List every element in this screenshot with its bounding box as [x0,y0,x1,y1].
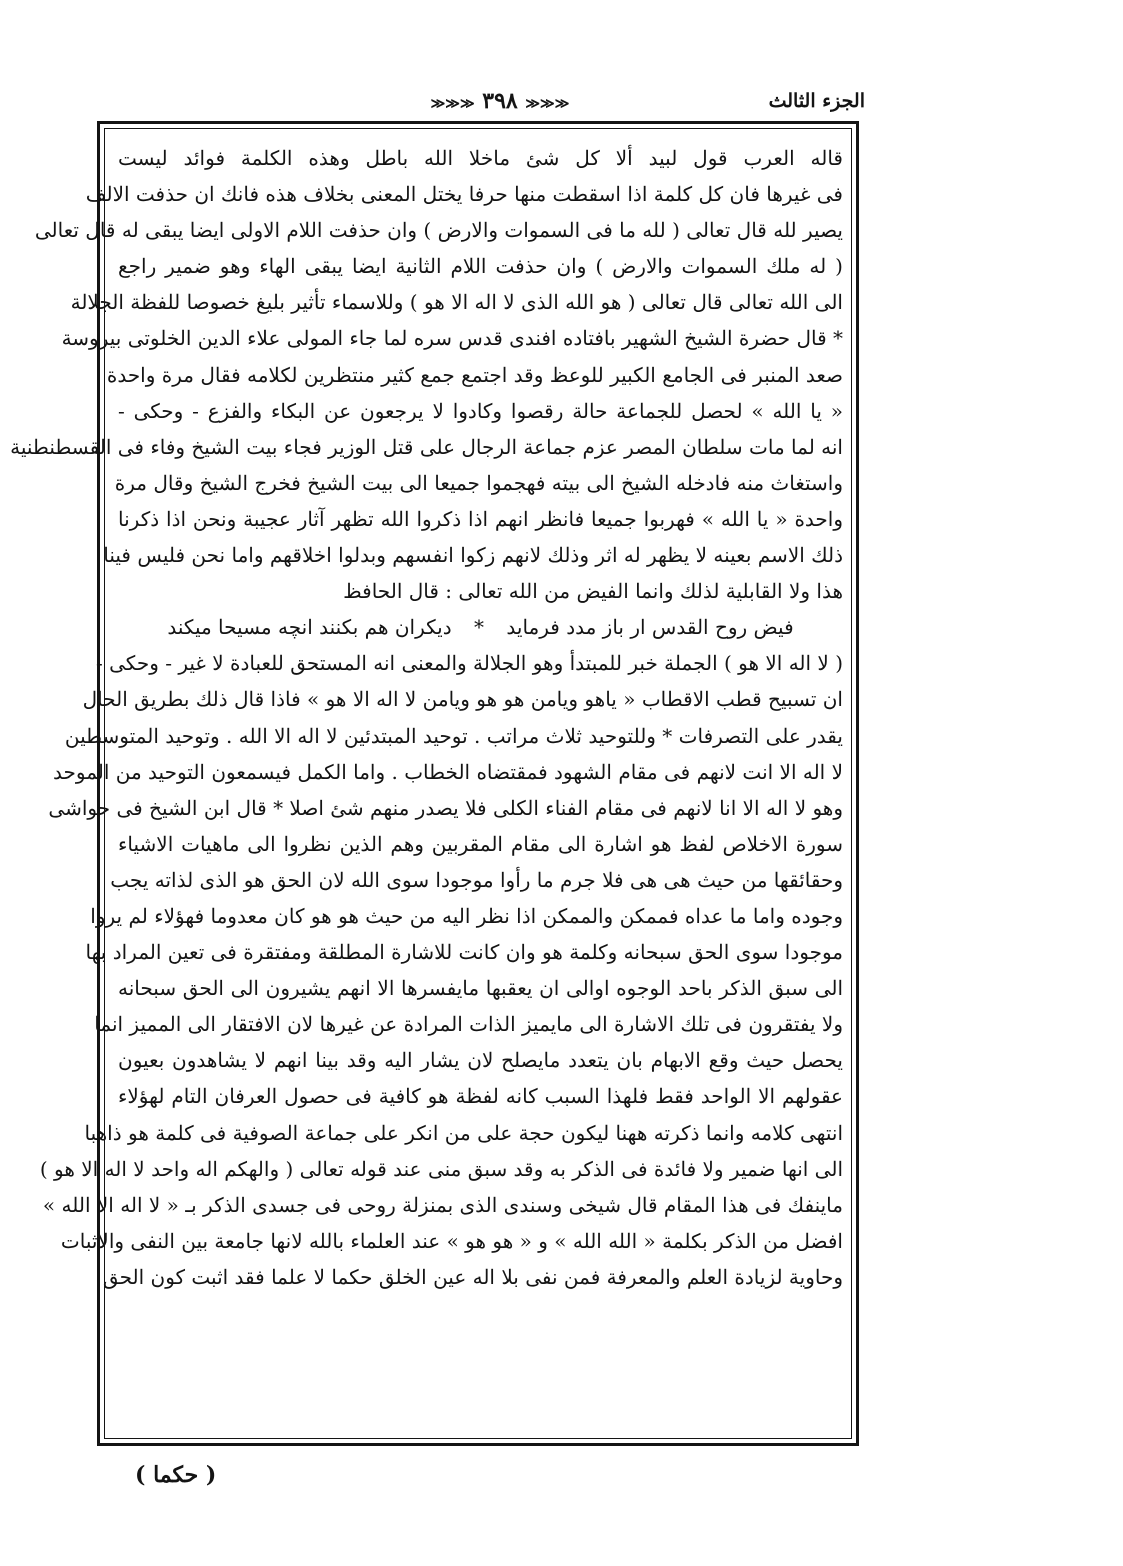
text-line: هذا ولا القابلية لذلك وانما الفيض من الله تعالى : قال الحافظ [343,579,843,604]
text-line: ان تسبيح قطب الاقطاب « ياهو ويامن هو هو ويامن لا اله الا هو » فاذا قال ذلك بطريق الحال [82,687,843,712]
text-line: ذلك الاسم بعينه لا يظهر له اثر وذلك لانهم زكوا انفسهم وبدلوا اخلاقهم واما نحن فليس فينا [103,543,843,568]
text-line: يحصل حيث وقع الابهام بان يتعدد مايصلح لان يشار اليه وقد بينا انهم لا يشاهدون بعيون [118,1048,843,1073]
text-line: واستغاث منه فادخله الشيخ الى بيته فهجموا جميعا الى بيت الشيخ فخرج الشيخ وقال مرة [114,470,843,495]
ornament-left-icon: ≫≫≫ [430,96,475,112]
text-line: صعد المنبر فى الجامع الكبير للوعظ وقد اجتمع جمع كثير منتظرين لكلامه فقال مرة واحدة [106,362,843,387]
text-line: ( له ملك السموات والارض ) وان حذفت اللام الثانية ايضا يبقى الهاء وهو ضمير راجع [118,254,843,279]
text-line: موجودا سوى الحق سبحانه وكلمة هو وان كانت للاشارة المطلقة ومفتقرة فى تعين المراد بها [85,940,843,965]
verse-hemistich-left: ديكران هم بكنند انچه مسيحا ميكند [167,615,452,640]
text-line: انه لما مات سلطان المصر عزم جماعة الرجال على قتل الوزير فجاء بيت الشيخ وفاء فى القسطنطنية [10,434,843,459]
text-line: ولا يفتقرون فى تلك الاشارة الى مايميز الذات المرادة عن غيرها لان الافتقار الى المميز انما [94,1012,843,1037]
text-line: فى غيرها فان كل كلمة اذا اسقطت منها حرفا يختل المعنى بخلاف هذه فانك ان حذفت الالف [85,182,843,207]
text-line: ماينفك فى هذا المقام قال شيخى وسندى الذى بمنزلة روحى فى جسدى الذكر بـ « لا اله الا الله » [42,1192,843,1217]
text-line: وحقائقها من حيث هى هى فلا جرم ما رأوا موجودا سوى الله لان الحق هو الذى لذاته يجب [110,867,843,892]
page-header [100,88,865,118]
text-line: وحاوية لزيادة العلم والمعرفة فمن نفى بلا اله عين الخلق حكما لا علما فقد اثبت كون الحق [102,1264,843,1289]
text-line: واحدة « يا الله » فهربوا جميعا فانظر انهم اذا ذكروا الله تظهر آثار عجيبة ونحن اذا ذكرنا [118,506,843,531]
text-line: الى سبق الذكر باحد الوجوه اوالى ان يعقبها مايفسرها الا انهم يشيرون الى الحق سبحانه [118,976,843,1001]
page-number: ٣٩٨ [482,88,518,114]
text-line: افضل من الذكر بكلمة « الله الله » و « هو هو » عند العلماء بالله لانها جامعة بين النفى والاثبات [60,1228,843,1253]
text-line: الى انها ضمير ولا فائدة فى الذكر به وقد سبق منى عند قوله تعالى ( والهكم اله واحد لا اله الا هو ) [39,1156,843,1181]
verse-hemistich-right: فيض روح القدس ار باز مدد فرمايد [506,615,794,640]
body-text [10,140,843,1295]
text-line: عقولهم الا الواحد فقط فلهذا السبب كانه لفظة هو كافية فى حصول العرفان التام لهؤلاء [118,1084,843,1109]
text-line: « يا الله » لحصل للجماعة حالة رقصوا وكادوا لا يرجعون عن البكاء والفزع - وحكى - [118,398,843,423]
volume-label: الجزء الثالث [768,90,865,112]
text-line: * قال حضرة الشيخ الشهير بافتاده افندى قدس سره لما جاء المولى علاء الدين الخلوتى بيروسة [61,326,843,351]
ornament-right-icon: ≫≫≫ [525,96,570,112]
text-line: ( لا اله الا هو ) الجملة خبر للمبتدأ وهو الجلالة والمعنى انه المستحق للعبادة لا غير - وحكى - [96,651,843,676]
text-line: وجوده واما ما عداه فممكن والممكن اذا نظر اليه من حيث هو هو كان معدوما فهؤلاء لم يروا [90,903,843,928]
catchword: ( حكما ) [135,1462,217,1488]
text-line: سورة الاخلاص لفظ هو اشارة الى مقام المقربين وهم الذين نظروا الى ماهيات الاشياء [118,831,843,856]
text-line: يقدر على التصرفات * وللتوحيد ثلاث مراتب . توحيد المبتدئين لا اله الا الله . وتوحيد المتوسطين [64,723,843,748]
text-line: وهو لا اله الا انا لانهم فى مقام الفناء الكلى فلا يصدر منهم شئ اصلا * قال ابن الشيخ فى حواشى [48,795,843,820]
text-line: لا اله الا انت لانهم فى مقام الشهود فمقتضاه الخطاب . واما الكمل فيسمعون التوحيد من الموحد [53,759,843,784]
verse-separator: * [474,615,485,640]
page-number-block [400,88,600,114]
text-line: قاله العرب قول لبيد ألا كل شئ ماخلا الله باطل وهذه الكلمة فوائد ليست [118,146,843,170]
text-line: الى الله تعالى قال تعالى ( هو الله الذى لا اله الا هو ) وللاسماء تأثير بليغ خصوصا للفظة الجلالة [70,290,843,315]
persian-verse [118,609,843,645]
text-line: يصير لله قال تعالى ( لله ما فى السموات والارض ) وان حذفت اللام الاولى ايضا يبقى له قال تعالى [34,218,843,243]
text-line: انتهى كلامه وانما ذكرته ههنا ليكون حجة على من انكر على جماعة الصوفية فى كلمة هو ذاهبا [84,1120,843,1145]
